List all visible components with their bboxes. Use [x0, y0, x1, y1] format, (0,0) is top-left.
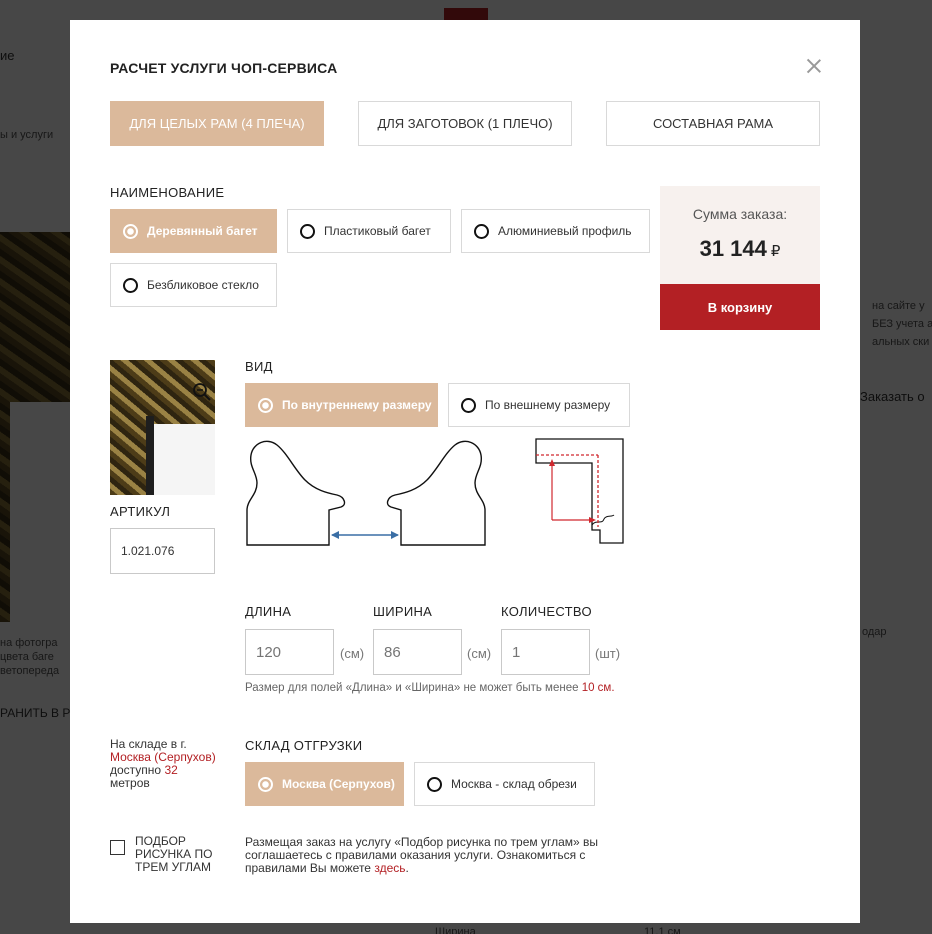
agreement-body: Размещая заказ на услугу «Подбор рисунка по трем углам» вы соглашаетесь с правилами оказания услуги. Ознакомиться с правилами Вы можете: [245, 835, 598, 875]
hint-min-value: 10 см.: [581, 682, 615, 694]
sum-label: Сумма заказа:: [692, 206, 788, 222]
warehouse-label: СКЛАД ОТГРУЗКИ: [245, 738, 363, 753]
article-input[interactable]: [110, 528, 215, 574]
option-label: Москва (Серпухов): [282, 777, 395, 791]
chop-service-modal: [70, 20, 860, 923]
frame-corner-diagram: [532, 435, 632, 550]
radio-icon: [474, 224, 489, 239]
width-unit: (см): [467, 646, 492, 661]
option-label: Пластиковый багет: [324, 224, 431, 238]
inner-size-diagram: [245, 435, 490, 550]
size-hint: [245, 682, 625, 695]
order-sum-box: [660, 186, 820, 284]
name-label: НАИМЕНОВАНИЕ: [110, 185, 225, 200]
tab-blanks[interactable]: ДЛЯ ЗАГОТОВОК (1 ПЛЕЧО): [358, 101, 572, 146]
width-label: ШИРИНА: [373, 604, 433, 619]
quantity-unit: (шт): [595, 646, 621, 661]
option-warehouse-serpukhov[interactable]: [245, 762, 404, 806]
agreement-text: Размещая заказ на услугу «Подбор рисунка по трем углам» вы соглашаетесь с правилами оказания услуги. Ознакомиться с правилами Вы можете здесь.: [245, 835, 598, 875]
quantity-label: КОЛИЧЕСТВО: [501, 604, 592, 619]
close-icon[interactable]: [806, 58, 822, 74]
tab-whole-frames[interactable]: ДЛЯ ЦЕЛЫХ РАМ (4 ПЛЕЧА): [110, 101, 324, 146]
radio-icon: [427, 777, 442, 792]
option-warehouse-cuttings[interactable]: [414, 762, 595, 806]
stock-available-text: доступно: [110, 763, 162, 777]
option-label: По внутреннему размеру: [282, 398, 432, 412]
zoom-icon[interactable]: [192, 382, 212, 402]
radio-icon: [258, 398, 273, 413]
rules-link[interactable]: здесь: [374, 861, 406, 875]
option-antiglare-glass[interactable]: [110, 263, 277, 307]
option-wooden-baguette[interactable]: [110, 209, 277, 253]
option-label: Безбликовое стекло: [147, 278, 259, 292]
stock-city: Москва (Серпухов): [110, 750, 216, 764]
stock-info: [110, 738, 220, 790]
sum-value: [660, 236, 820, 262]
stock-count: 32: [164, 763, 178, 777]
quantity-input[interactable]: [501, 629, 590, 675]
view-label: ВИД: [245, 359, 273, 374]
length-unit: (см): [340, 646, 365, 661]
option-plastic-baguette[interactable]: [287, 209, 451, 253]
radio-icon: [123, 278, 138, 293]
option-outer-size[interactable]: [448, 383, 630, 427]
baguette-thumbnail[interactable]: [110, 360, 215, 495]
option-label: Москва - склад обрези: [451, 777, 577, 791]
option-label: Деревянный багет: [147, 224, 258, 238]
radio-icon: [258, 777, 273, 792]
option-aluminium-profile[interactable]: [461, 209, 650, 253]
radio-icon: [461, 398, 476, 413]
width-input[interactable]: [373, 629, 462, 675]
stock-unit: метров: [110, 776, 150, 790]
option-inner-size[interactable]: [245, 383, 438, 427]
length-label: ДЛИНА: [245, 604, 292, 619]
option-label: По внешнему размеру: [485, 398, 611, 412]
modal-title: РАСЧЕТ УСЛУГИ ЧОП-СЕРВИСА: [110, 60, 338, 76]
radio-icon: [123, 224, 138, 239]
hint-text: Размер для полей «Длина» и «Ширина» не может быть менее: [245, 682, 579, 694]
radio-icon: [300, 224, 315, 239]
corner-pattern-checkbox[interactable]: [110, 840, 125, 855]
add-to-cart-button[interactable]: В корзину: [660, 284, 820, 330]
stock-prefix: На складе в г.: [110, 737, 187, 751]
corner-pattern-label[interactable]: ПОДБОР РИСУНКА ПО ТРЕМ УГЛАМ: [135, 834, 213, 874]
article-label: АРТИКУЛ: [110, 504, 171, 519]
tab-composite-frame[interactable]: СОСТАВНАЯ РАМА: [606, 101, 820, 146]
option-label: Алюминиевый профиль: [498, 224, 632, 238]
length-input[interactable]: [245, 629, 334, 675]
currency-symbol: ₽: [770, 243, 781, 260]
sum-amount: 31 144: [699, 236, 767, 261]
